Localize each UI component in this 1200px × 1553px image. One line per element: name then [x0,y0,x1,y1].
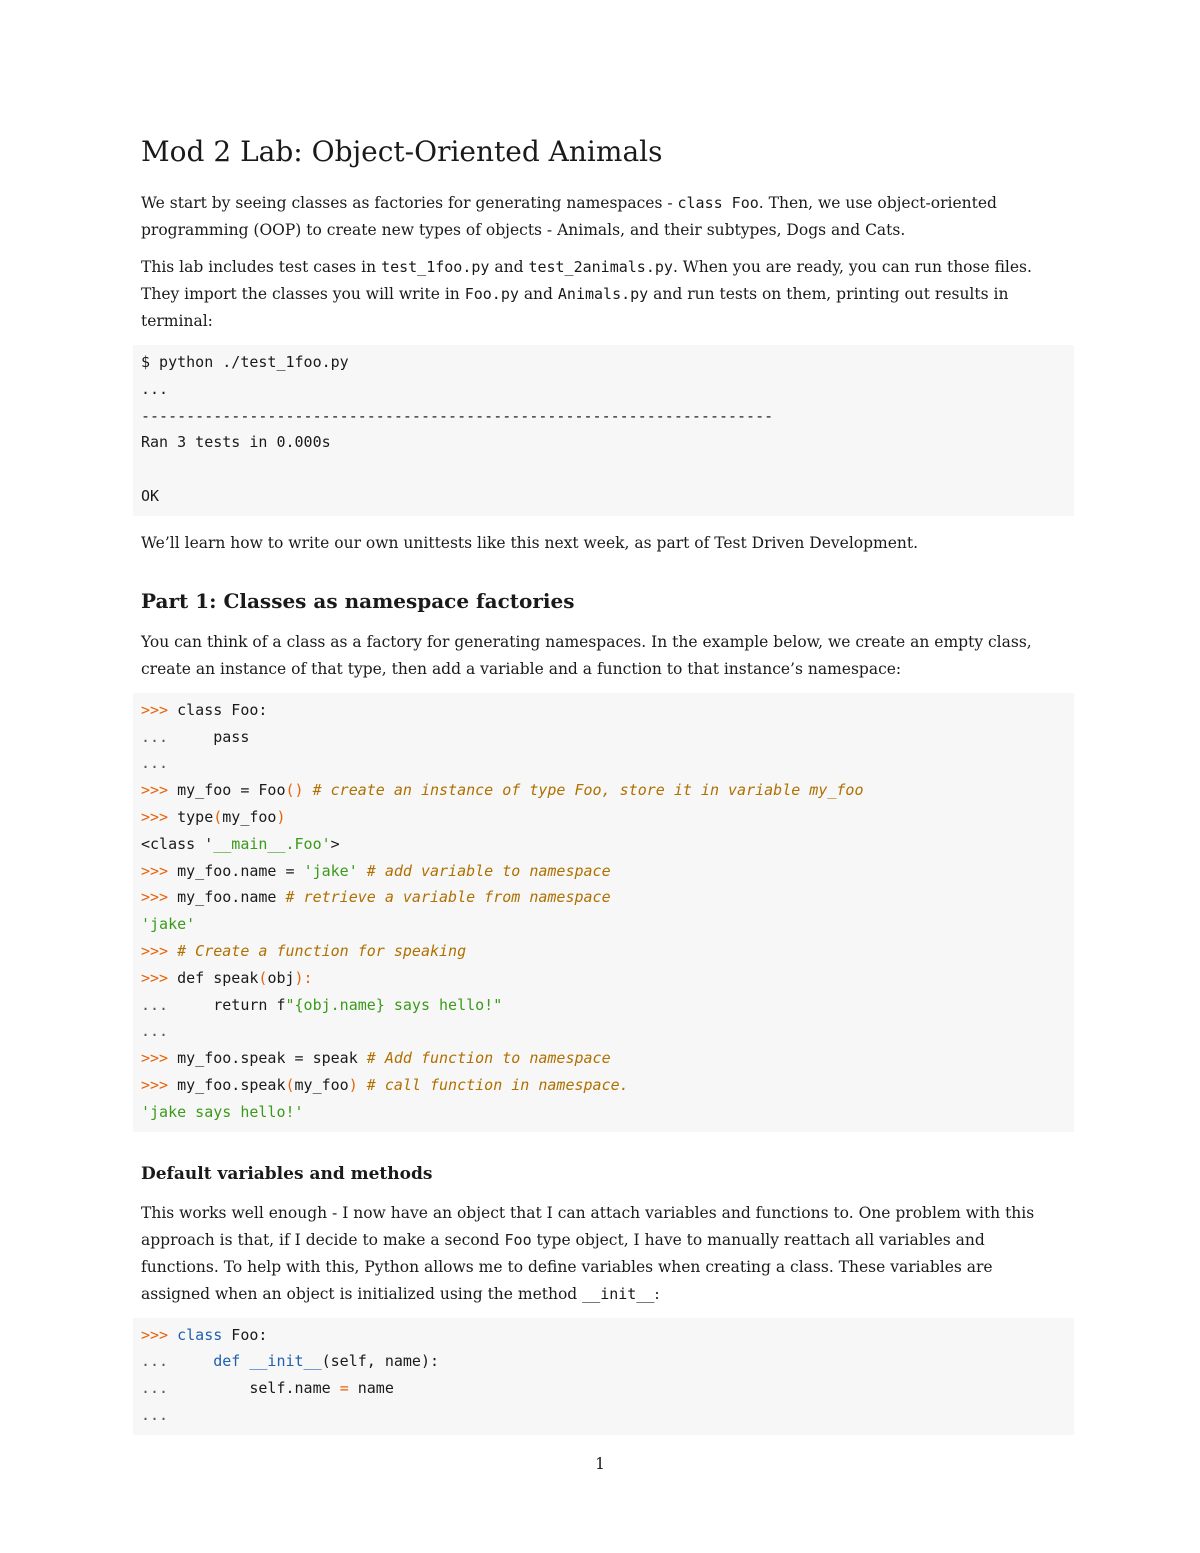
code-line [141,1348,1066,1375]
inline-code: test_1foo.py [381,258,490,276]
code-line [141,992,1066,1019]
intro-paragraph-1 [141,190,1066,244]
prompt: >>> [141,1049,169,1068]
code-text: my_foo.name [168,888,277,907]
code-comment: # call function in namespace. [357,1075,629,1094]
code-operator: ( [258,968,268,987]
code-text: my_foo [294,1075,349,1094]
code-line [141,456,1066,483]
code-comment: # Create a function for speaking [168,941,467,960]
code-line [141,804,1066,831]
code-line: ---------------------------------------------------------------------- [141,406,774,425]
code-keyword: class [168,1325,223,1344]
code-operator: ( [213,807,223,826]
code-line [141,1402,1066,1429]
code-line [141,1375,1066,1402]
page-content [141,132,1066,1449]
inline-code: Animals.py [557,285,649,303]
defaults-paragraph [141,1200,1066,1308]
code-line [141,1072,1066,1099]
intro-paragraph-3: We’ll learn how to write our own unittests like this next week, as part of Test Driven Development. [141,533,919,552]
code-comment: # create an instance of type Foo, store it in variable my_foo [303,781,864,800]
code-line [141,750,1066,777]
code-line [141,858,1066,885]
prompt: >>> [141,968,169,987]
code-text: pass [168,727,250,746]
continuation: ... [141,1352,169,1371]
code-text: my_foo.speak [168,1075,286,1094]
inline-code: test_2animals.py [528,258,673,276]
code-operator: ) [276,807,286,826]
text-span: . Then, we use object-oriented programming (OOP) to create new types of objects - Animals, and their subtypes, Dogs and Cats. [141,194,997,239]
continuation: ... [141,754,169,773]
code-line: $ python ./test_1foo.py [141,353,349,371]
code-string: "{obj.name} says hello!" [285,995,503,1014]
code-text: my_foo = Foo [168,781,286,800]
text-span: : [654,1284,660,1303]
text-span: This lab includes test cases in [141,258,382,276]
init-example-code-block [133,1318,1074,1435]
code-text: (self, name): [321,1352,440,1371]
page-number: 1 [595,1455,605,1473]
prompt: >>> [141,941,169,960]
code-comment: # add variable to namespace [357,861,611,880]
code-line [141,1045,1066,1072]
code-line [141,777,1066,804]
code-line [141,1018,1066,1045]
continuation: ... [141,1022,169,1041]
prompt: >>> [141,888,169,907]
code-line [141,911,1066,938]
code-line [141,884,1066,911]
code-text: my_foo [222,807,277,826]
code-text: > [330,834,340,853]
code-line [141,1099,1066,1126]
code-text: my_foo.speak = speak [168,1049,358,1068]
continuation: ... [141,995,169,1014]
code-operator: ) [348,1075,358,1094]
code-operator: ( [285,1075,295,1094]
continuation: ... [141,1405,169,1424]
continuation: ... [141,1379,169,1398]
part1-heading: Part 1: Classes as namespace factories [141,588,575,613]
part1-paragraph: You can think of a class as a factory for generating namespaces. In the example below, we create an empty class, create an instance of that type, then add a variable and a function to that instance’s namespace: [141,632,1032,678]
code-keyword: def [168,1352,241,1371]
code-operator: ): [294,968,313,987]
namespace-example-code-block [133,693,1074,1132]
text-span: and run tests on them, printing out results in terminal: [141,285,1009,330]
code-text: self.name [168,1379,340,1398]
code-line: ... [141,379,169,398]
text-span: type object, I have to manually reattach all variables and functions. To help with this, Python allows me to define variables when creating a class. These variables are assigned when an object is initialized using the method [141,1230,993,1303]
prompt: >>> [141,1075,169,1094]
code-text: my_foo.name = [168,861,304,880]
code-operator: = [339,1379,349,1398]
prompt: >>> [141,807,169,826]
prompt: >>> [141,700,169,719]
text-span: and [518,285,558,303]
code-line: OK [141,486,160,505]
code-comment: # retrieve a variable from namespace [276,888,611,907]
text-span: and [489,258,529,276]
code-line [141,697,1066,724]
code-text: obj [267,968,295,987]
code-line [141,938,1066,965]
defaults-heading: Default variables and methods [141,1163,433,1184]
text-span: We start by seeing classes as factories for generating namespaces - [141,194,678,212]
inline-code: Foo [504,1230,532,1249]
intro-paragraph-2 [141,254,1066,335]
terminal-output-block [133,345,1074,516]
prompt: >>> [141,1325,169,1344]
page-title: Mod 2 Lab: Object-Oriented Animals [141,135,663,168]
code-string: 'jake' [303,861,358,880]
code-line: Ran 3 tests in 0.000s [141,433,331,452]
code-operator: () [285,781,304,800]
code-comment: # Add function to namespace [357,1049,611,1068]
prompt: >>> [141,781,169,800]
code-line [141,1322,1066,1349]
code-keyword: __init__ [240,1352,322,1371]
code-line [141,724,1066,751]
code-text: <class ' [141,834,214,853]
code-string: 'jake says hello!' [141,1102,304,1121]
code-text: def speak [168,968,259,987]
prompt: >>> [141,861,169,880]
code-line [141,831,1066,858]
text-span: . When you are ready, you can run those files. They import the classes you will write in [141,258,1032,303]
code-line [141,965,1066,992]
code-string: __main__.Foo' [213,834,331,853]
code-string: 'jake' [141,915,196,934]
code-text: return f [168,995,286,1014]
inline-code: class Foo [677,194,759,212]
code-text: class Foo: [168,700,268,719]
code-text: name [348,1379,394,1398]
code-text: type [168,807,214,826]
inline-code: Foo.py [464,285,519,303]
code-text: Foo: [222,1325,268,1344]
continuation: ... [141,727,169,746]
text-span: This works well enough - I now have an object that I can attach variables and functions to. One problem with this approach is that, if I decide to make a second [141,1203,1035,1249]
inline-code: __init__ [582,1284,655,1303]
